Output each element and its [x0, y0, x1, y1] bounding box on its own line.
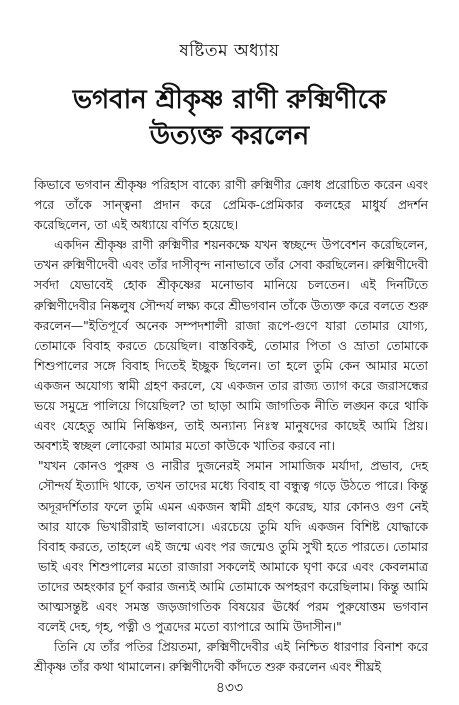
body-text	[34, 175, 428, 677]
body-paragraph: তিনি যে তাঁর পতির প্রিয়তমা, রুক্মিণীদেবীর এই নিশ্চিত ধারণার বিনাশ করে শ্রীকৃষ্ণ তাঁর কথা থামালেন। রুক্মিণীদেবী কাঁদতে শুরু করলেন এবং শীঘ্রই	[34, 640, 428, 675]
body-paragraph: একদিন শ্রীকৃষ্ণ রাণী রুক্মিণীর শয়নকক্ষে যখন স্বচ্ছন্দে উপবেশন করেছিলেন, তখন রুক্মিণীদেবী এবং তাঁর দাসীবৃন্দ নানাভাবে তাঁর সেবা করছিলেন। রুক্মিণীদেবী সর্বদা যেভাবেই হোক শ্রীকৃষ্ণের মনোভাব মানিয়ে চলতেন। এই দিনটিতে রুক্মিণীদেবীর নিষ্কলুষ সৌন্দর্য লক্ষ্য করে শ্রীভগবান তাঁকে উত্যক্ত করে বলতে শুরু করলেন—"ইতিপূর্বে অনেক সম্পদশালী রাজা রূপে-গুণে যারা তোমার যোগ্য, তোমাকে বিবাহ করতে চেয়েছিল। বাস্তবিকই, তোমার পিতা ও ভ্রাতা তোমাকে শিশুপালের সঙ্গে বিবাহ দিতেই ইচ্ছুক ছিলেন। তা হলে তুমি কেন আমার মতো একজন অযোগ্য স্বামী গ্রহণ করলে, যে একজন তার রাজ্য ত্যাগ করে জরাসন্ধের ভয়ে সমুদ্রে পালিয়ে গিয়েছিল? তা ছাড়া আমি জাগতিক নীতি লঙ্ঘন করে থাকি এবং যেহেতু আমি নিষ্কিঞ্চন, তাই অন্যান্য নিঃস্ব মানুষদের কাছেই আমি প্রিয়। অবশ্যই স্বচ্ছল লোকেরা আমার মতো কাউকে খাতির করবে না।	[34, 238, 428, 454]
quote-paragraph: "যখন কোনও পুরুষ ও নারীর দুজনেরই সমান সামাজিক মর্যাদা, প্রভাব, দেহ সৌন্দর্য ইত্যাদি থাকে, তখন তাদের মধ্যে বিবাহ বা বন্ধুত্ব গড়ে উঠতে পারে। কিন্তু অদূরদর্শিতার ফলে তুমি এমন একজন স্বামী গ্রহণ করেছ, যার কোনও গুণ নেই আর যাকে ভিখারীরাই ভালবাসে। এরচেয়ে তুমি যদি একজন বিশিষ্ট যোদ্ধাকে বিবাহ করতে, তাহলে এই জন্মে এবং পর জন্মেও তুমি সুখী হতে পারতে। তোমার ভাই এবং শিশুপালের মতো রাজারা সকলেই আমাকে ঘৃণা করে এবং কেবলমাত্র তাদের অহংকার চূর্ণ করার জন্যই আমি তোমাকে অপহরণ করেছিলাম। কিন্তু আমি আত্মসন্তুষ্ট এবং সমস্ত জড়জাগতিক বিষয়ের ঊর্ধ্বে পরম পুরুষোত্তম ভগবান বলেই দেহ, গৃহ, পত্নী ও পুত্রদের মতো ব্যাপারে আমি উদাসীন।"	[38, 459, 428, 635]
chapter-label: ষষ্টিতম অধ্যায়	[179, 41, 280, 61]
page-number: ৪৩৩	[215, 680, 244, 696]
chapter-title-line-1: ভগবান শ্রীকৃষ্ণ রাণী রুক্মিণীকে	[72, 85, 387, 115]
summary-paragraph: কিভাবে ভগবান শ্রীকৃষ্ণ পরিহাস বাক্যে রাণী রুক্মিণীর ক্রোধ প্ররোচিত করেন এবং পরে তাঁকে সান্ত্বনা প্রদান করে প্রেমিক-প্রেমিকার কলহের মাধুর্য প্রদর্শন করেছিলেন, তা এই অধ্যায়ে বর্ণিত হয়েছে।	[34, 178, 428, 233]
chapter-title-line-2: উত্যক্ত করলেন	[149, 121, 310, 151]
